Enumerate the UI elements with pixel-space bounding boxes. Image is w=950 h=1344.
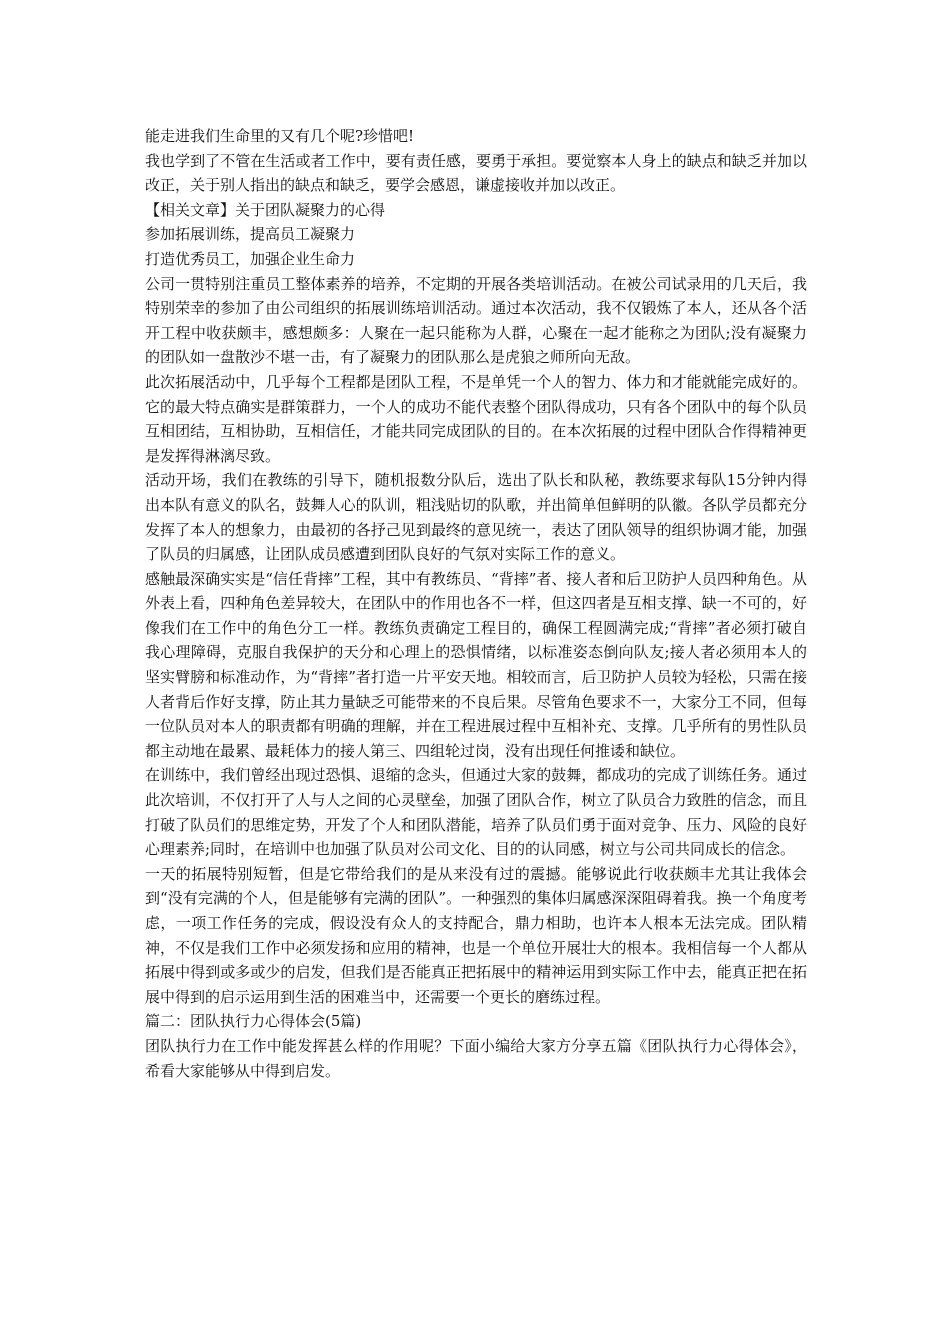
related-article-title: 参加拓展训练，提高员工凝聚力 (145, 225, 356, 244)
section-heading: 篇二：团队执行力心得体会(5篇) (145, 1012, 362, 1031)
document-body (145, 124, 807, 1083)
related-articles-heading: 【相关文章】关于团队凝聚力的心得 (145, 200, 386, 219)
paragraph: 活动开场，我们在教练的引导下，随机报数分队后，选出了队长和队秘，教练要求每队15分钟内得出本队有意义的队名，鼓舞人心的队训，粗浅贴切的队歌，并出简单但鲜明的队徽。各队学员都充分发挥了本人的想象力，由最初的各抒己见到最终的意见统一，表达了团队领导的组织协调才能，加强了队员的归属感，让团队成员感遭到团队良好的气氛对实际工作的意义。 (145, 471, 807, 564)
paragraph: 感触最深确实实是“信任背摔”工程，其中有教练员、“背摔”者、接人者和后卫防护人员四种角色。从外表上看，四种角色差异较大，在团队中的作用也各不一样，但这四者是互相支撑、缺一不可的，好像我们在工作中的角色分工一样。教练负责确定工程目的，确保工程圆满完成;“背摔”者必须打破自我心理障碍，克服自我保护的天分和心理上的恐惧情绪，以标准姿态倒向队友;接人者必须用本人的坚实臂膀和标准动作，为“背摔”者打造一片平安天地。相较而言，后卫防护人员较为轻松，只需在接人者背后作好支撑，防止其力量缺乏可能带来的不良后果。尽管角色要求不一，大家分工不同，但每一位队员对本人的职责都有明确的理解，并在工程进展过程中互相补充、支撑。几乎所有的男性队员都主动地在最累、最耗体力的接人第三、四组轮过岗，没有出现任何推诿和缺位。 (145, 569, 807, 760)
paragraph: 团队执行力在工作中能发挥甚么样的作用呢？下面小编给大家方分享五篇《团队执行力心得体会》，希看大家能够从中得到启发。 (145, 1036, 807, 1080)
paragraph: 此次拓展活动中，几乎每个工程都是团队工程，不是单凭一个人的智力、体力和才能就能完成好的。它的最大特点确实是群策群力，一个人的成功不能代表整个团队得成功，只有各个团队中的每个队员互相团结，互相协助，互相信任，才能共同完成团队的目的。在本次拓展的过程中团队合作得精神更是发挥得淋漓尽致。 (145, 372, 807, 465)
paragraph: 公司一贯特别注重员工整体素养的培养，不定期的开展各类培训活动。在被公司试录用的几天后，我特别荣幸的参加了由公司组织的拓展训练培训活动。通过本次活动，我不仅锻炼了本人，还从各个活开工程中收获颇丰，感想颇多：人聚在一起只能称为人群，心聚在一起才能称之为团队;没有凝聚力的团队如一盘散沙不堪一击，有了凝聚力的团队那么是虎狼之师所向无敌。 (145, 274, 807, 367)
paragraph: 在训练中，我们曾经出现过恐惧、退缩的念头，但通过大家的鼓舞，都成功的完成了训练任务。通过此次培训，不仅打开了人与人之间的心灵壁垒，加强了团队合作，树立了队员合力致胜的信念，而且打破了队员们的思维定势，开发了个人和团队潜能，培养了队员们勇于面对竞争、压力、风险的良好心理素养;同时，在培训中也加强了队员对公司文化、目的的认同感，树立与公司共同成长的信念。 (145, 766, 807, 859)
paragraph: 能走进我们生命里的又有几个呢?珍惜吧! (145, 127, 415, 145)
paragraph: 一天的拓展特别短暂，但是它带给我们的是从来没有过的震撼。能够说此行收获颇丰尤其让我体会到“没有完满的个人，但是能够有完满的团队”。一种强烈的集体归属感深深阻碍着我。换一个角度考虑，一项工作任务的完成，假设没有众人的支持配合，鼎力相助，也许本人根本无法完成。团队精神，不仅是我们工作中必须发扬和应用的精神，也是一个单位开展壮大的根本。我相信每一个人都从拓展中得到或多或少的启发，但我们是否能真正把拓展中的精神运用到实际工作中去，能真正把在拓展中得到的启示运用到生活的困难当中，还需要一个更长的磨练过程。 (145, 864, 807, 1006)
paragraph: 我也学到了不管在生活或者工作中，要有责任感，要勇于承担。要觉察本人身上的缺点和缺乏并加以改正，关于别人指出的缺点和缺乏，要学会感恩，谦虚接收并加以改正。 (145, 151, 807, 195)
related-article-title: 打造优秀员工，加强企业生命力 (145, 249, 356, 268)
